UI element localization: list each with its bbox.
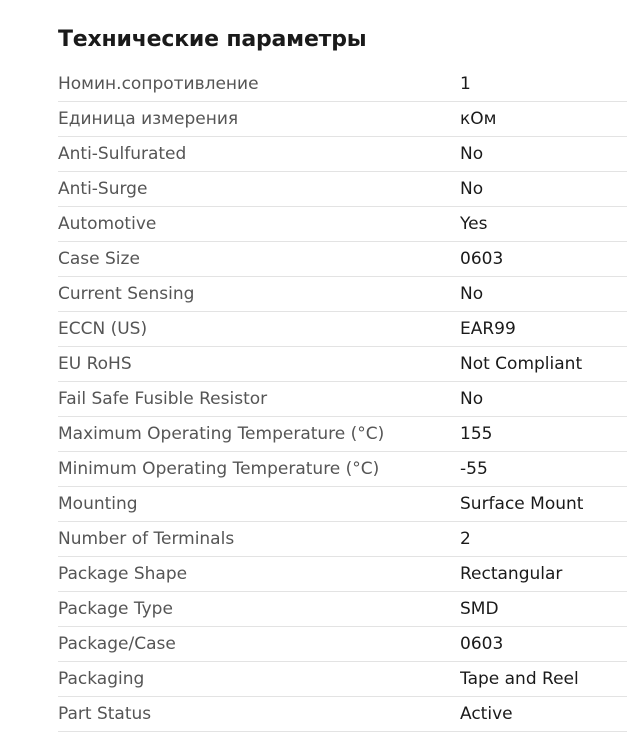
param-label: EU RoHS: [58, 354, 132, 374]
param-value: No: [460, 179, 484, 199]
param-value: EAR99: [460, 319, 516, 339]
table-row: [58, 522, 627, 557]
param-value: No: [460, 284, 484, 304]
param-label: Anti-Surge: [58, 179, 148, 199]
param-label: Package/Case: [58, 634, 176, 654]
param-value: Not Compliant: [460, 354, 583, 374]
param-label: ECCN (US): [58, 319, 148, 339]
table-row: [58, 137, 627, 172]
param-label: Package Shape: [58, 564, 188, 584]
param-value: Rectangular: [460, 564, 563, 584]
param-label: Anti-Sulfurated: [58, 144, 187, 164]
param-value: Tape and Reel: [460, 669, 579, 689]
param-label: Automotive: [58, 214, 157, 234]
param-label: Case Size: [58, 249, 140, 269]
table-row: [58, 172, 627, 207]
table-row: [58, 312, 627, 347]
table-row: [58, 592, 627, 627]
param-value: No: [460, 144, 484, 164]
param-label: Единица измерения: [58, 109, 239, 129]
table-row: [58, 277, 627, 312]
param-value: Yes: [460, 214, 488, 234]
param-value: Surface Mount: [460, 494, 584, 514]
param-label: Current Sensing: [58, 284, 195, 304]
param-value: SMD: [460, 599, 499, 619]
params-table: [58, 67, 627, 732]
table-row: [58, 627, 627, 662]
param-label: Fail Safe Fusible Resistor: [58, 389, 268, 409]
tech-params-section: [58, 24, 627, 732]
table-row: [58, 382, 627, 417]
table-row: [58, 487, 627, 522]
table-row: [58, 452, 627, 487]
table-row: [58, 557, 627, 592]
table-row: [58, 417, 627, 452]
param-value: 0603: [460, 249, 504, 269]
table-row: [58, 207, 627, 242]
table-row: [58, 662, 627, 697]
param-label: Minimum Operating Temperature (°C): [58, 459, 380, 479]
param-value: 0603: [460, 634, 504, 654]
param-value: Active: [460, 704, 513, 724]
param-value: 155: [460, 424, 493, 444]
param-label: Maximum Operating Temperature (°C): [58, 424, 385, 444]
param-value: No: [460, 389, 484, 409]
param-value: 2: [460, 529, 471, 549]
param-label: Packaging: [58, 669, 145, 689]
param-value: -55: [460, 459, 488, 479]
param-value: кОм: [460, 109, 497, 129]
param-label: Package Type: [58, 599, 173, 619]
param-label: Mounting: [58, 494, 138, 514]
table-row: [58, 242, 627, 277]
param-label: Number of Terminals: [58, 529, 235, 549]
table-row: [58, 347, 627, 382]
table-row: [58, 697, 627, 732]
table-row: [58, 102, 627, 137]
param-value: 1: [460, 74, 471, 94]
param-label: Номин.сопротивление: [58, 74, 259, 94]
param-label: Part Status: [58, 704, 152, 724]
section-title: Технические параметры: [58, 27, 367, 52]
table-row: [58, 67, 627, 102]
